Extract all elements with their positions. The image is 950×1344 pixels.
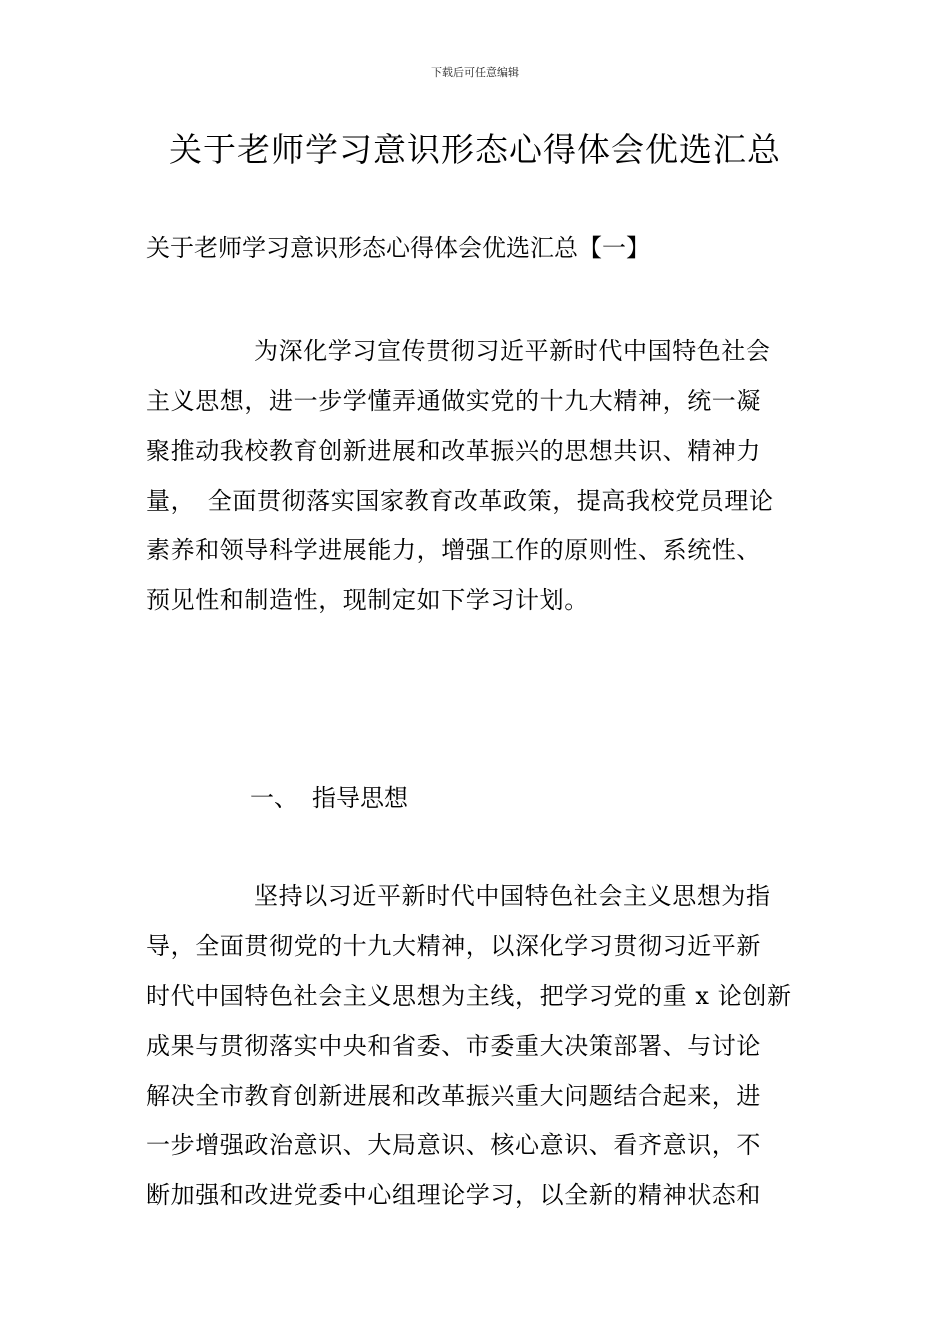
- paragraph-line: 量， 全面贯彻落实国家教育改革政策，提高我校党员理论: [146, 487, 774, 515]
- document-title: 关于老师学习意识形态心得体会优选汇总: [169, 130, 781, 169]
- paragraph-line: 聚推动我校教育创新进展和改革振兴的思想共识、精神力: [146, 437, 761, 465]
- paragraph-line: 主义思想，进一步学懂弄通做实党的十九大精神，统一凝: [146, 387, 761, 415]
- header-note: 下载后可任意编辑: [431, 66, 519, 79]
- paragraph-line: 导，全面贯彻党的十九大精神，以深化学习贯彻习近平新: [146, 932, 761, 960]
- paragraph-line: 为深化学习宣传贯彻习近平新时代中国特色社会: [254, 337, 771, 365]
- subheading-guiding-ideology: [250, 778, 408, 818]
- paragraph-line: 素养和领导科学进展能力，增强工作的原则性、系统性、: [146, 536, 761, 564]
- paragraph-line: 时代中国特色社会主义思想为主线，把学习党的重 x 论创新: [146, 982, 792, 1010]
- paragraph-line: 断加强和改进党委中心组理论学习，以全新的精神状态和: [146, 1181, 761, 1209]
- paragraph-line: 成果与贯彻落实中央和省委、市委重大决策部署、与讨论: [146, 1032, 761, 1060]
- subheading-text: 指导思想: [312, 784, 408, 812]
- paragraph-line: 解决全市教育创新进展和改革振兴重大问题结合起来，进: [146, 1082, 761, 1110]
- paragraph-line: 一步增强政治意识、大局意识、核心意识、看齐意识，不: [146, 1131, 761, 1159]
- subheading-number: 一、: [250, 784, 298, 812]
- section-heading: 关于老师学习意识形态心得体会优选汇总【一】: [146, 234, 650, 262]
- paragraph-line: 预见性和制造性，现制定如下学习计划。: [146, 586, 589, 614]
- paragraph-line: 坚持以习近平新时代中国特色社会主义思想为指: [254, 882, 771, 910]
